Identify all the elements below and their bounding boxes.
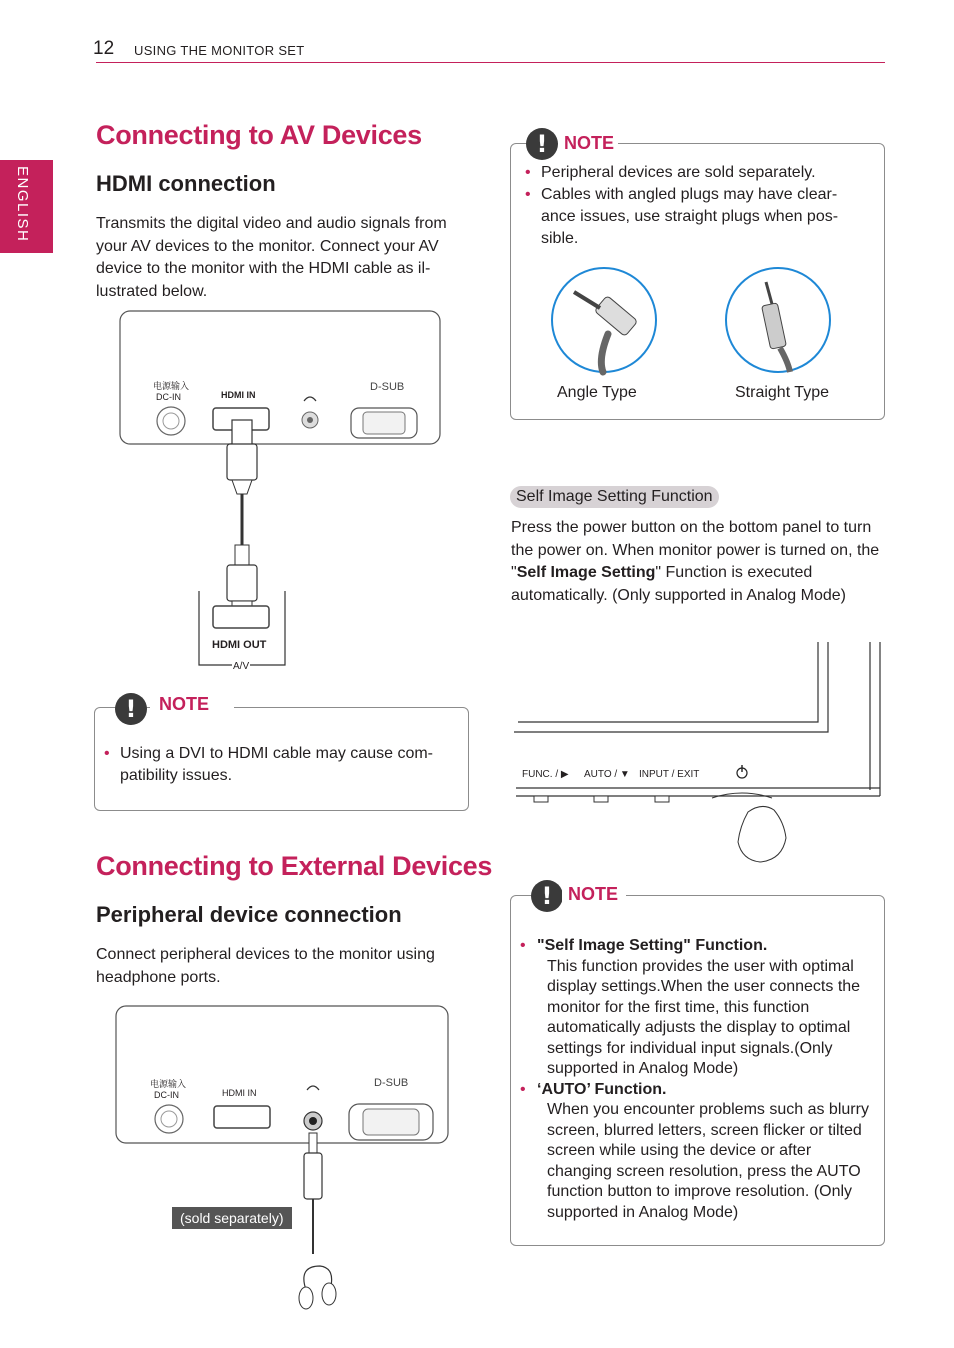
function-note-item <box>510 936 878 1080</box>
exclamation-icon: ! <box>526 128 558 160</box>
language-tab <box>0 160 53 253</box>
av-label: A/V <box>233 661 250 672</box>
self-image-body-bold: Self Image Setting <box>516 564 656 581</box>
dc-in-cn-label: 电源输入 <box>150 1079 187 1089</box>
straight-plug-image <box>722 264 834 376</box>
plug-note-list <box>525 162 860 250</box>
headphone-plug <box>304 1153 322 1199</box>
self-image-body <box>511 517 886 607</box>
function-note-item <box>510 1080 878 1224</box>
hdmi-in-label: HDMI IN <box>222 1088 257 1098</box>
external-section-title: Connecting to External Devices <box>96 851 493 881</box>
plug-note-label: NOTE <box>560 133 618 154</box>
hdmi-connection-diagram <box>115 308 445 678</box>
angle-type-caption: Angle Type <box>557 384 637 401</box>
external-body-text: Connect peripheral devices to the monitor using headphone ports. <box>96 946 435 986</box>
dc-in-label: DC-IN <box>156 392 181 402</box>
function-note-item-title: • ‘AUTO’ Function. <box>537 1080 667 1098</box>
plug-note-item: • Cables with angled plugs may have clear-ance issues, use straight plugs when pos-sible. <box>525 184 860 250</box>
function-note-label: NOTE <box>564 884 622 905</box>
function-note-item-desc: When you encounter problems such as blurry screen, blurred letters, screen flicker or tilted screen while using the device or after changing screen resolution, press the AUTO function button to improve resolution. (Only supported in Analog Mode) <box>547 1101 869 1221</box>
straight-type-caption: Straight Type <box>735 384 829 401</box>
hand-pointer-icon <box>738 806 786 862</box>
self-image-setting-pill: Self Image Setting Function <box>510 486 719 508</box>
av-note-label: NOTE <box>155 694 213 715</box>
hdmi-in-label: HDMI IN <box>221 390 256 400</box>
monitor-bottom-illustration <box>512 640 886 865</box>
self-image-body-text: Press the power button on the bottom panel to turn the power on. When monitor power is turned on, the " <box>511 519 880 581</box>
av-note-item: • Using a DVI to HDMI cable may cause com-patibility issues. <box>104 743 454 787</box>
function-note-item-title: • "Self Image Setting" Function. <box>537 937 768 954</box>
exclamation-icon: ! <box>531 880 563 912</box>
angle-plug-image <box>548 264 660 376</box>
dc-in-cn-label: 电源输入 <box>153 381 190 391</box>
power-icon <box>737 765 747 778</box>
hdmi-out-port-icon <box>213 606 269 628</box>
auto-button-label: AUTO / ▼ <box>584 769 630 780</box>
av-body-text: Transmits the digital video and audio signals from your AV devices to the monitor. Connect your AV device to the monitor with the HDMI cable as il-lustrated below. <box>96 215 447 300</box>
peripheral-heading: Peripheral device connection <box>96 902 402 927</box>
hdmi-plug-top <box>227 444 257 480</box>
section-title: USING THE MONITOR SET <box>134 43 305 58</box>
plug-note-item: • Peripheral devices are sold separately. <box>525 162 860 184</box>
page-number: 12 <box>93 38 115 59</box>
input-button-label: INPUT / EXIT <box>639 769 700 780</box>
self-image-body-text-end: " Function is executed automatically. (Only supported in Analog Mode) <box>511 564 846 604</box>
hdmi-connection-heading: HDMI connection <box>96 171 276 196</box>
function-note-list <box>510 936 878 1223</box>
hdmi-plug-bottom <box>227 565 257 601</box>
av-section-title: Connecting to AV Devices <box>96 120 422 150</box>
function-note-item-desc: This function provides the user with optimal display settings.When the user connects the monitor for the first time, this function automatically adjusts the display to optimal settings for individual input signals.(Only supported in Analog Mode) <box>547 957 861 1077</box>
hdmi-in-port-icon <box>214 1106 270 1128</box>
sold-separately-tag: (sold separately) <box>172 1207 292 1229</box>
func-button-label: FUNC. / ▶ <box>522 769 569 780</box>
language-tab-label: ENGLISH <box>14 166 31 243</box>
exclamation-icon: ! <box>115 693 147 725</box>
header-divider <box>96 62 885 63</box>
dc-in-label: DC-IN <box>154 1090 179 1100</box>
av-note-list <box>104 743 454 787</box>
dsub-label: D-SUB <box>370 381 405 393</box>
dsub-label: D-SUB <box>374 1077 409 1089</box>
peripheral-connection-diagram <box>110 1002 455 1320</box>
hdmi-out-label: HDMI OUT <box>212 639 267 651</box>
